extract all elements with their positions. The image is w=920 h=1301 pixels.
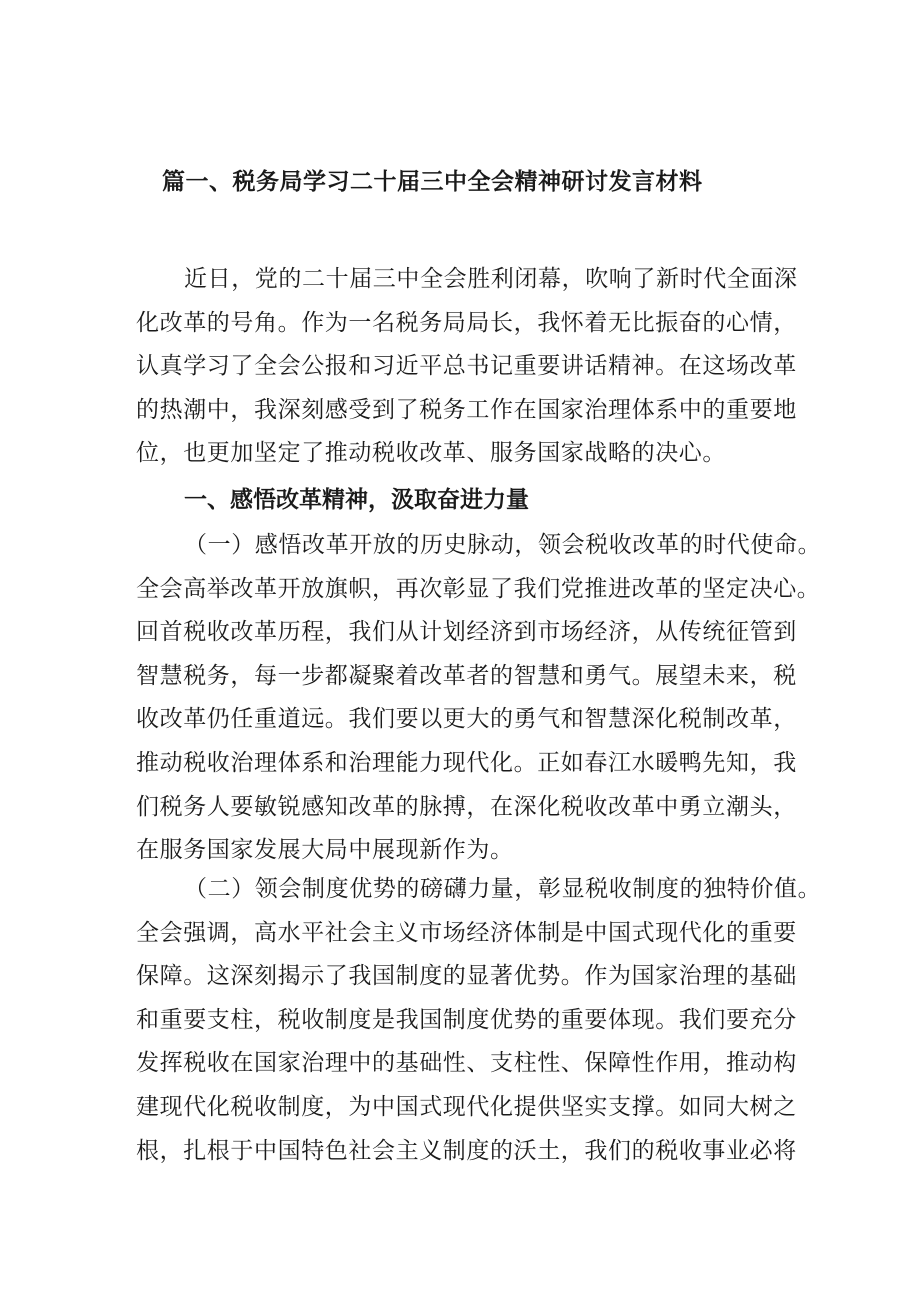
paragraph-line: 和重要支柱，税收制度是我国制度优势的重要体现。我们要充分 bbox=[136, 1006, 797, 1033]
paragraph-line: 推动税收治理体系和治理能力现代化。正如春江水暖鸭先知，我 bbox=[136, 749, 797, 776]
paragraph-line: 建现代化税收制度，为中国式现代化提供坚实支撑。如同大树之 bbox=[136, 1093, 797, 1120]
paragraph-line: 近日，党的二十届三中全会胜利闭幕，吹响了新时代全面深 bbox=[184, 266, 798, 292]
intro-paragraph bbox=[136, 258, 798, 476]
document-title: 篇一、税务局学习二十届三中全会精神研讨发言材料 bbox=[162, 169, 703, 195]
paragraph-line: 发挥税收在国家治理中的基础性、支柱性、保障性作用，推动构 bbox=[136, 1050, 797, 1077]
subsection-paragraph-1 bbox=[136, 524, 822, 873]
paragraph-line: 回首税收改革历程，我们从计划经济到市场经济，从传统征管到 bbox=[136, 619, 797, 646]
paragraph-line: 全会强调，高水平社会主义市场经济体制是中国式现代化的重要 bbox=[136, 919, 797, 946]
paragraph-line: 根，扎根于中国特色社会主义制度的沃土，我们的税收事业必将 bbox=[136, 1137, 797, 1164]
paragraph-line: 在服务国家发展大局中展现新作为。 bbox=[136, 837, 514, 864]
paragraph-line: 的热潮中，我深刻感受到了税务工作在国家治理体系中的重要地 bbox=[136, 396, 797, 423]
paragraph-line: 认真学习了全会公报和习近平总书记重要讲话精神。在这场改革 bbox=[136, 353, 797, 380]
paragraph-line: 全会高举改革开放旗帜，再次彰显了我们党推进改革的坚定决心。 bbox=[136, 575, 821, 602]
paragraph-line: （一）感悟改革开放的历史脉动，领会税收改革的时代使命。 bbox=[184, 532, 822, 558]
paragraph-line: 保障。这深刻揭示了我国制度的显著优势。作为国家治理的基础 bbox=[136, 963, 797, 990]
subsection-paragraph-2 bbox=[136, 868, 822, 1173]
paragraph-line: 化改革的号角。作为一名税务局局长，我怀着无比振奋的心情， bbox=[136, 309, 797, 336]
paragraph-line: 位，也更加坚定了推动税收改革、服务国家战略的决心。 bbox=[136, 440, 726, 467]
paragraph-line: 们税务人要敏锐感知改革的脉搏，在深化税收改革中勇立潮头， bbox=[136, 793, 797, 820]
paragraph-line: （二）领会制度优势的磅礴力量，彰显税收制度的独特价值。 bbox=[184, 876, 822, 902]
paragraph-line: 智慧税务，每一步都凝聚着改革者的智慧和勇气。展望未来，税 bbox=[136, 662, 797, 689]
section-heading-1: 一、感悟改革精神，汲取奋进力量 bbox=[184, 487, 529, 513]
paragraph-line: 收改革仍任重道远。我们要以更大的勇气和智慧深化税制改革， bbox=[136, 706, 797, 733]
